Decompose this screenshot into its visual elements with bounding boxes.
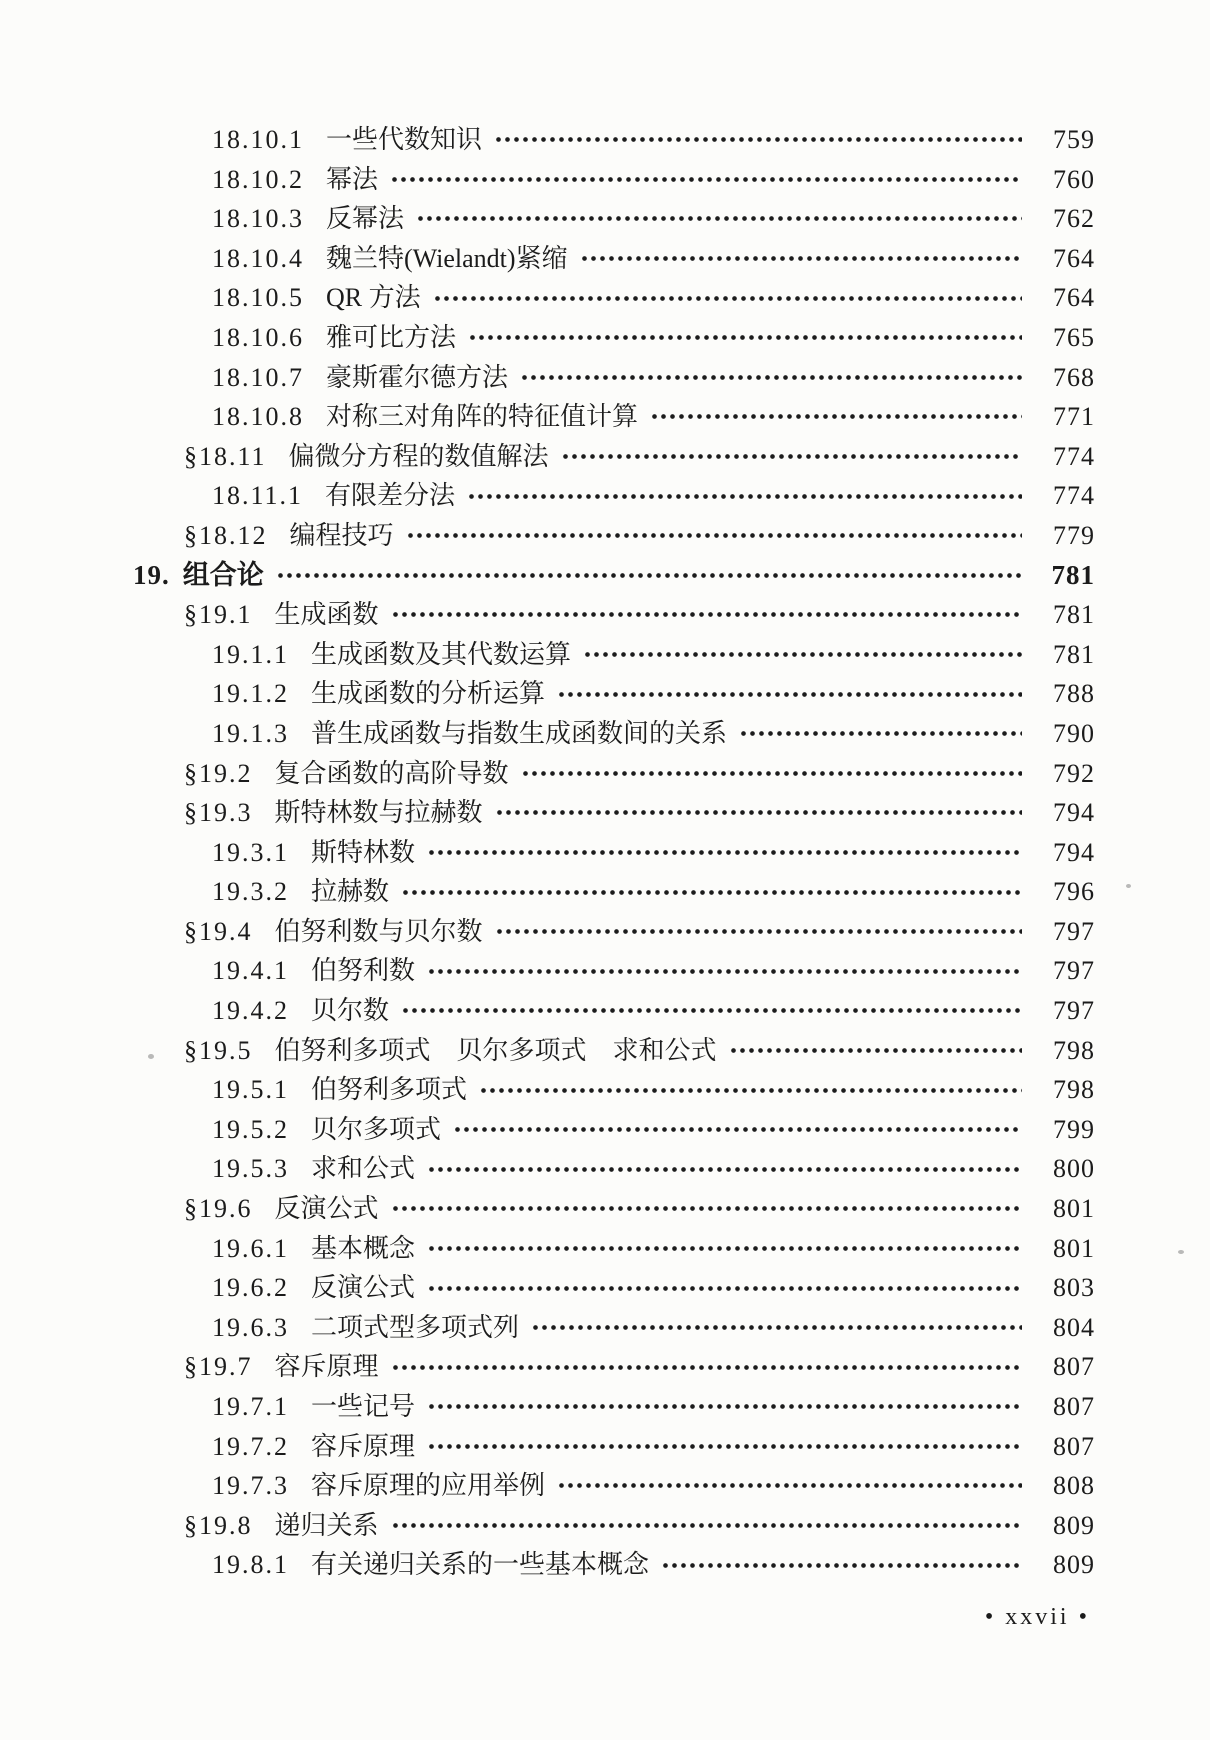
toc-entry[interactable] <box>0 160 1095 200</box>
toc-entry-number: 19.4.1 <box>212 956 289 986</box>
toc-entry-title: 反演公式 <box>311 1273 416 1303</box>
toc-entry[interactable] <box>0 912 1095 952</box>
toc-entry-number: 19.1.1 <box>212 639 289 669</box>
toc-entry-title: 斯特林数 <box>311 837 416 867</box>
toc-entry-number: §19.7 <box>184 1352 253 1382</box>
toc-entry-page: 781 <box>1053 639 1095 669</box>
toc-entry-number: §18.11 <box>184 441 267 471</box>
toc-entry[interactable] <box>0 1189 1095 1229</box>
toc-entry-title: 普生成函数与指数生成函数间的关系 <box>311 718 728 748</box>
toc-entry-title: 生成函数及其代数运算 <box>311 639 572 669</box>
toc-entry-number: 19.7.2 <box>212 1431 289 1461</box>
toc-entry-title: 幂法 <box>326 164 379 194</box>
toc-entry[interactable] <box>0 833 1095 873</box>
toc-entry[interactable] <box>0 1506 1095 1546</box>
toc-entry-page: 760 <box>1053 164 1095 194</box>
toc-entry[interactable] <box>0 595 1095 635</box>
toc-entry-number: 19. <box>133 559 170 590</box>
toc-entry-title: 豪斯霍尔德方法 <box>326 362 509 392</box>
toc-entry-page: 771 <box>1053 402 1095 432</box>
toc-entry-page: 779 <box>1053 520 1095 550</box>
dot-leader <box>391 1347 1022 1387</box>
dot-leader <box>391 595 1022 635</box>
toc-entry[interactable] <box>0 1031 1095 1071</box>
dot-leader <box>391 1506 1022 1546</box>
toc-entry[interactable] <box>0 1110 1095 1150</box>
table-of-contents <box>0 120 1095 1585</box>
toc-entry-title: 贝尔数 <box>311 996 390 1026</box>
toc-entry[interactable] <box>0 1070 1095 1110</box>
toc-entry-page: 788 <box>1053 679 1095 709</box>
toc-entry-title: 对称三对角阵的特征值计算 <box>326 402 639 432</box>
toc-entry-number: §19.3 <box>184 798 253 828</box>
toc-entry-number: 18.10.4 <box>212 243 304 273</box>
toc-entry-number: 18.10.2 <box>212 164 304 194</box>
toc-entry[interactable] <box>0 476 1095 516</box>
dot-leader <box>416 199 1022 239</box>
toc-entry-title: QR 方法 <box>326 283 421 313</box>
dot-leader <box>390 160 1022 200</box>
toc-entry-title: 基本概念 <box>311 1233 416 1263</box>
toc-entry-title: 容斥原理 <box>274 1352 379 1382</box>
dot-leader <box>427 1387 1022 1427</box>
toc-entry-number: §19.2 <box>184 758 253 788</box>
dot-leader <box>650 397 1022 437</box>
toc-entry-page: 799 <box>1053 1114 1095 1144</box>
toc-entry[interactable] <box>0 1387 1095 1427</box>
page-number-footer: • xxvii • <box>984 1604 1090 1630</box>
toc-entry[interactable] <box>0 1545 1095 1585</box>
toc-entry-title: 编程技巧 <box>289 520 394 550</box>
scan-speck <box>148 1054 154 1059</box>
toc-entry-number: 19.3.2 <box>212 877 289 907</box>
toc-entry-title: 拉赫数 <box>311 877 390 907</box>
toc-entry[interactable] <box>0 397 1095 437</box>
toc-entry-title: 复合函数的高阶导数 <box>274 758 509 788</box>
toc-entry-title: 伯努利数与贝尔数 <box>274 916 483 946</box>
toc-entry-page: 781 <box>1051 559 1095 590</box>
toc-entry-page: 807 <box>1053 1352 1095 1382</box>
toc-entry-number: 18.10.3 <box>212 204 304 234</box>
toc-entry-number: 19.7.1 <box>212 1392 289 1421</box>
toc-entry-page: 807 <box>1053 1431 1095 1461</box>
toc-entry-page: 774 <box>1053 441 1095 471</box>
toc-entry-page: 764 <box>1053 283 1095 313</box>
toc-entry[interactable] <box>0 714 1095 754</box>
toc-entry-number: 19.6.3 <box>212 1312 289 1342</box>
toc-entry[interactable] <box>0 437 1095 477</box>
scan-speck <box>1126 884 1131 888</box>
dot-leader <box>531 1308 1022 1348</box>
dot-leader <box>427 1149 1022 1189</box>
toc-entry-title: 雅可比方法 <box>326 322 457 352</box>
toc-entry-title: 贝尔多项式 <box>311 1114 442 1144</box>
dot-leader <box>453 1110 1022 1150</box>
toc-entry-page: 765 <box>1053 322 1095 352</box>
toc-entry-title: 求和公式 <box>311 1154 416 1184</box>
toc-entry[interactable] <box>0 1229 1095 1269</box>
toc-entry[interactable] <box>0 951 1095 991</box>
toc-entry-page: 762 <box>1053 204 1095 234</box>
toc-entry[interactable] <box>0 199 1095 239</box>
toc-entry-page: 794 <box>1053 837 1095 867</box>
toc-entry[interactable] <box>0 278 1095 318</box>
toc-entry-number: 19.5.3 <box>212 1154 289 1184</box>
toc-entry-title: 递归关系 <box>274 1510 379 1540</box>
toc-entry-title: 有关递归关系的一些基本概念 <box>311 1550 650 1580</box>
dot-leader <box>401 872 1022 912</box>
toc-entry-number: 19.1.2 <box>212 679 289 709</box>
toc-entry-number: 19.6.1 <box>212 1233 289 1263</box>
toc-entry-number: §19.1 <box>184 600 253 630</box>
dot-leader <box>521 754 1022 794</box>
toc-entry-title: 容斥原理的应用举例 <box>311 1471 546 1501</box>
dot-leader <box>401 991 1022 1031</box>
toc-entry-number: 19.4.2 <box>212 996 289 1026</box>
toc-entry-page: 801 <box>1053 1233 1095 1263</box>
toc-entry-number: 19.6.2 <box>212 1273 289 1303</box>
toc-entry-number: 19.5.1 <box>212 1075 289 1105</box>
toc-entry-number: 18.10.6 <box>212 322 304 352</box>
toc-entry[interactable] <box>0 1466 1095 1506</box>
dot-leader <box>494 120 1022 160</box>
toc-entry[interactable] <box>0 239 1095 279</box>
toc-entry-page: 804 <box>1053 1312 1095 1342</box>
toc-entry-page: 794 <box>1053 798 1095 828</box>
toc-entry[interactable] <box>0 635 1095 675</box>
dot-leader <box>729 1031 1022 1071</box>
toc-entry-number: §19.4 <box>184 916 253 946</box>
toc-entry-title: 伯努利多项式 <box>311 1075 468 1105</box>
toc-entry-page: 768 <box>1053 362 1095 392</box>
dot-leader <box>661 1545 1022 1585</box>
toc-entry-title: 容斥原理 <box>311 1431 416 1461</box>
dot-leader <box>520 358 1022 398</box>
dot-leader <box>427 1229 1022 1269</box>
dot-leader <box>739 714 1022 754</box>
toc-entry-number: §18.12 <box>184 520 268 550</box>
toc-entry-title: 二项式型多项式列 <box>311 1312 520 1342</box>
toc-entry-page: 764 <box>1053 243 1095 273</box>
toc-entry-number: 19.5.2 <box>212 1114 289 1144</box>
dot-leader <box>276 556 1022 596</box>
toc-entry-page: 809 <box>1053 1510 1095 1540</box>
toc-entry[interactable] <box>0 1268 1095 1308</box>
toc-entry-page: 781 <box>1053 600 1095 630</box>
toc-entry-page: 798 <box>1053 1075 1095 1105</box>
dot-leader <box>427 1427 1022 1467</box>
toc-entry-title: 生成函数 <box>274 600 379 630</box>
dot-leader <box>557 1466 1022 1506</box>
toc-entry[interactable] <box>0 358 1095 398</box>
toc-entry[interactable] <box>0 674 1095 714</box>
dot-leader <box>495 793 1022 833</box>
toc-entry-page: 797 <box>1053 996 1095 1026</box>
toc-entry-number: 19.1.3 <box>212 718 289 748</box>
toc-entry-number: 18.10.8 <box>212 402 304 432</box>
toc-entry-page: 759 <box>1053 125 1095 154</box>
toc-entry-number: 19.3.1 <box>212 837 289 867</box>
toc-entry-number: 19.8.1 <box>212 1550 289 1580</box>
dot-leader <box>557 674 1022 714</box>
toc-entry[interactable] <box>0 991 1095 1031</box>
toc-entry-page: 792 <box>1053 758 1095 788</box>
toc-entry-title: 魏兰特(Wielandt)紧缩 <box>326 243 568 273</box>
dot-leader <box>467 476 1022 516</box>
toc-entry-number: 18.10.5 <box>212 283 304 313</box>
toc-entry[interactable] <box>0 872 1095 912</box>
toc-entry[interactable] <box>0 1308 1095 1348</box>
dot-leader <box>580 239 1022 279</box>
toc-entry-number: 18.10.1 <box>212 125 304 154</box>
toc-entry-page: 798 <box>1053 1035 1095 1065</box>
toc-entry-title: 反幂法 <box>326 204 405 234</box>
toc-entry-title: 组合论 <box>182 559 264 590</box>
toc-entry[interactable] <box>0 120 1095 160</box>
toc-entry-number: §19.6 <box>184 1194 253 1224</box>
toc-entry-number: §19.5 <box>184 1035 253 1065</box>
toc-entry-title: 生成函数的分析运算 <box>311 679 546 709</box>
dot-leader <box>427 833 1022 873</box>
toc-entry[interactable] <box>0 793 1095 833</box>
toc-entry[interactable] <box>0 516 1095 556</box>
dot-leader <box>495 912 1022 952</box>
toc-entry-title: 一些记号 <box>311 1392 416 1421</box>
toc-entry[interactable] <box>0 1149 1095 1189</box>
toc-entry-title: 伯努利数 <box>311 956 416 986</box>
toc-entry-page: 807 <box>1053 1392 1095 1421</box>
toc-entry-title: 伯努利多项式 贝尔多项式 求和公式 <box>274 1035 717 1065</box>
toc-entry[interactable] <box>0 318 1095 358</box>
toc-entry-title: 斯特林数与拉赫数 <box>274 798 483 828</box>
dot-leader <box>427 951 1022 991</box>
toc-entry-number: §19.8 <box>184 1510 253 1540</box>
dot-leader <box>406 516 1022 556</box>
dot-leader <box>427 1268 1022 1308</box>
toc-entry-page: 803 <box>1053 1273 1095 1303</box>
toc-entry-number: 18.11.1 <box>212 481 304 511</box>
toc-entry-page: 801 <box>1053 1194 1095 1224</box>
toc-entry[interactable] <box>0 1427 1095 1467</box>
toc-entry-page: 790 <box>1053 718 1095 748</box>
toc-entry-page: 774 <box>1053 481 1095 511</box>
toc-entry-page: 797 <box>1053 916 1095 946</box>
dot-leader <box>433 278 1022 318</box>
toc-entry-page: 797 <box>1053 956 1095 986</box>
toc-entry-title: 偏微分方程的数值解法 <box>288 441 549 471</box>
scan-speck <box>1178 1250 1184 1254</box>
toc-entry[interactable] <box>0 1347 1095 1387</box>
dot-leader <box>583 635 1022 675</box>
toc-entry-page: 796 <box>1053 877 1095 907</box>
toc-entry-page: 800 <box>1053 1154 1095 1184</box>
toc-entry-page: 809 <box>1053 1550 1095 1580</box>
toc-entry-title: 反演公式 <box>274 1194 379 1224</box>
toc-entry-title: 一些代数知识 <box>326 125 483 154</box>
dot-leader <box>391 1189 1022 1229</box>
dot-leader <box>468 318 1022 358</box>
toc-entry-page: 808 <box>1053 1471 1095 1501</box>
toc-entry[interactable] <box>0 754 1095 794</box>
toc-entry-number: 19.7.3 <box>212 1471 289 1501</box>
dot-leader <box>561 437 1022 477</box>
toc-entry-number: 18.10.7 <box>212 362 304 392</box>
toc-entry-title: 有限差分法 <box>325 481 456 511</box>
dot-leader <box>479 1070 1022 1110</box>
toc-entry[interactable] <box>0 556 1095 596</box>
